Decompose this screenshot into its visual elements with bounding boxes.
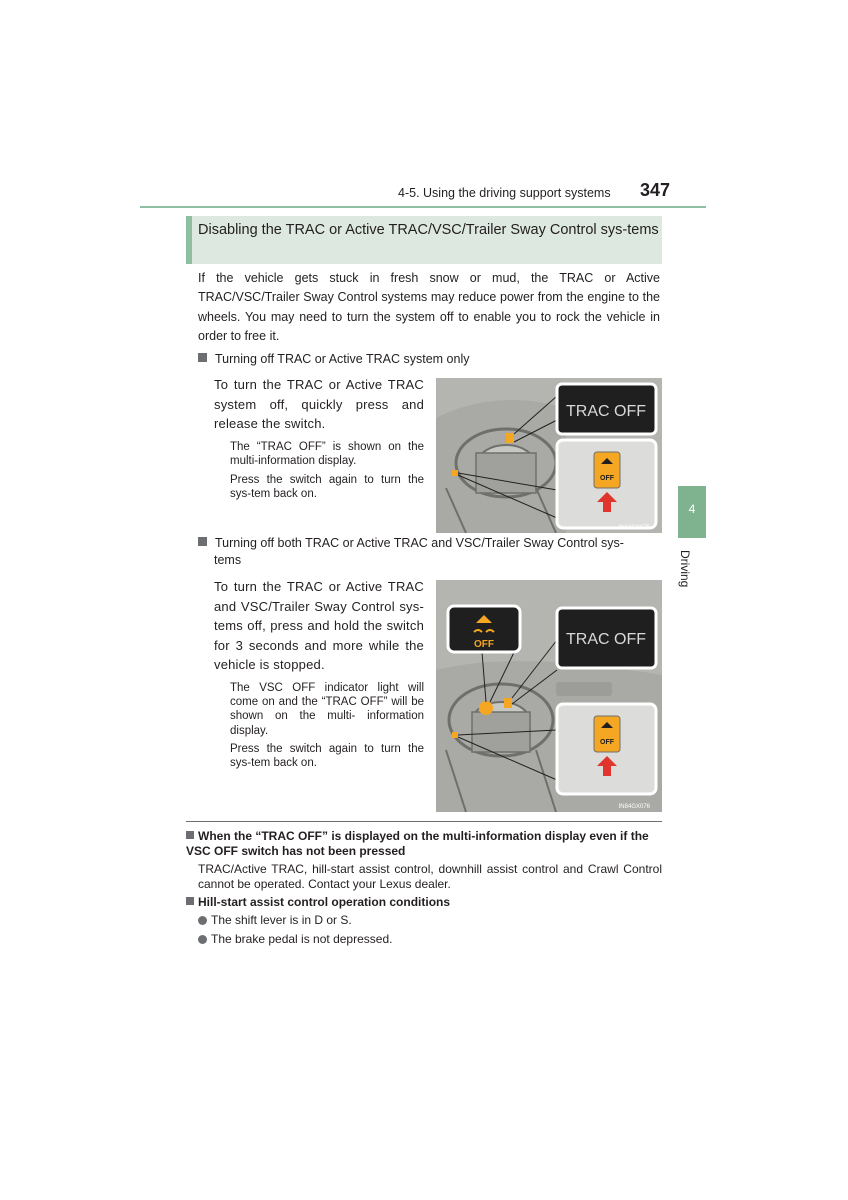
figure-code: IN84GX075 bbox=[618, 525, 650, 531]
page-number: 347 bbox=[640, 180, 671, 200]
subsection-2-title-cont: tems bbox=[214, 553, 242, 567]
subsection-1-title bbox=[198, 350, 660, 369]
info-2-bullet-2-text: The brake pedal is not depressed. bbox=[211, 932, 393, 946]
subsection-1-note-1: The “TRAC OFF” is shown on the multi-information display. bbox=[230, 441, 424, 468]
subsection-2-note-1: The VSC OFF indicator light will come on and the “TRAC OFF” will be shown on the multi- information display. bbox=[230, 682, 424, 737]
subsection-2-note-2: Press the switch again to turn the sys-tem back on. bbox=[230, 743, 424, 770]
chapter-label-text: Driving bbox=[678, 550, 692, 588]
switch-mark bbox=[452, 732, 458, 738]
display-mark bbox=[504, 698, 512, 708]
trac-off-switch bbox=[594, 452, 620, 488]
square-bullet-icon bbox=[186, 831, 194, 839]
chapter-number: 4 bbox=[688, 502, 696, 516]
running-header-section: 4-5. Using the driving support systems bbox=[398, 186, 611, 200]
switch-off-label: OFF bbox=[600, 475, 614, 482]
highlight-display-mark bbox=[506, 433, 514, 443]
subsection-2-title bbox=[198, 534, 660, 553]
info-1-title bbox=[186, 829, 662, 858]
figure-trac-off-switch bbox=[436, 378, 662, 533]
trac-off-display-text-2: TRAC OFF bbox=[566, 631, 646, 648]
vsc-off-indicator-label: OFF bbox=[474, 639, 494, 650]
subsection-1-title-text: Turning off TRAC or Active TRAC system only bbox=[215, 352, 470, 366]
switch-off-label-2: OFF bbox=[600, 739, 614, 746]
round-bullet-icon bbox=[198, 935, 207, 944]
vsc-indicator-mark bbox=[479, 701, 493, 715]
section-intro: If the vehicle gets stuck in fresh snow or mud, the TRAC or Active TRAC/VSC/Trailer Sway Control systems may reduce power from the engine to the wheels. You may need to turn the system off to enable you to rock the vehicle in order to free it. bbox=[198, 271, 660, 343]
subsection-1-note-2: Press the switch again to turn the sys-tem back on. bbox=[230, 474, 424, 501]
figure-trac-vsc-off-switch bbox=[436, 580, 662, 812]
subsection-2-title-text: Turning off both TRAC or Active TRAC and VSC/Trailer Sway Control sys- bbox=[215, 536, 624, 550]
info-2-title bbox=[186, 895, 662, 910]
square-bullet-icon bbox=[198, 537, 207, 546]
info-2-bullet-1 bbox=[198, 913, 662, 928]
subsection-1-step: To turn the TRAC or Active TRAC system off, quickly press and release the switch. bbox=[214, 377, 424, 431]
section-heading: Disabling the TRAC or Active TRAC/VSC/Trailer Sway Control sys-tems bbox=[198, 222, 659, 238]
info-2-bullet-1-text: The shift lever is in D or S. bbox=[211, 913, 352, 927]
chapter-label bbox=[672, 550, 702, 610]
trac-off-display-text: TRAC OFF bbox=[566, 403, 646, 420]
info-1-body: TRAC/Active TRAC, hill-start assist control, downhill assist control and Crawl Control cannot be operated. Contact your Lexus dealer. bbox=[198, 862, 662, 891]
info-divider bbox=[186, 821, 662, 822]
figure-code-2: IN84GX076 bbox=[618, 804, 650, 810]
round-bullet-icon bbox=[198, 916, 207, 925]
info-2-title-text: Hill-start assist control operation conditions bbox=[198, 895, 451, 909]
subsection-2-step: To turn the TRAC or Active TRAC and VSC/Trailer Sway Control sys-tems off, press and hold the switch for 3 seconds and more while the vehicle is stopped. bbox=[214, 579, 424, 672]
highlight-switch-mark bbox=[452, 470, 458, 476]
info-2-bullet-2 bbox=[198, 932, 662, 947]
trac-off-switch-2 bbox=[594, 716, 620, 752]
dashboard-illustration bbox=[436, 378, 662, 533]
info-1-title-text: When the “TRAC OFF” is displayed on the multi-information display even if the VSC OFF switch has not been pressed bbox=[186, 829, 649, 858]
square-bullet-icon bbox=[198, 353, 207, 362]
header-rule bbox=[140, 206, 706, 208]
square-bullet-icon bbox=[186, 897, 194, 905]
dashboard-illustration-2 bbox=[436, 580, 662, 812]
